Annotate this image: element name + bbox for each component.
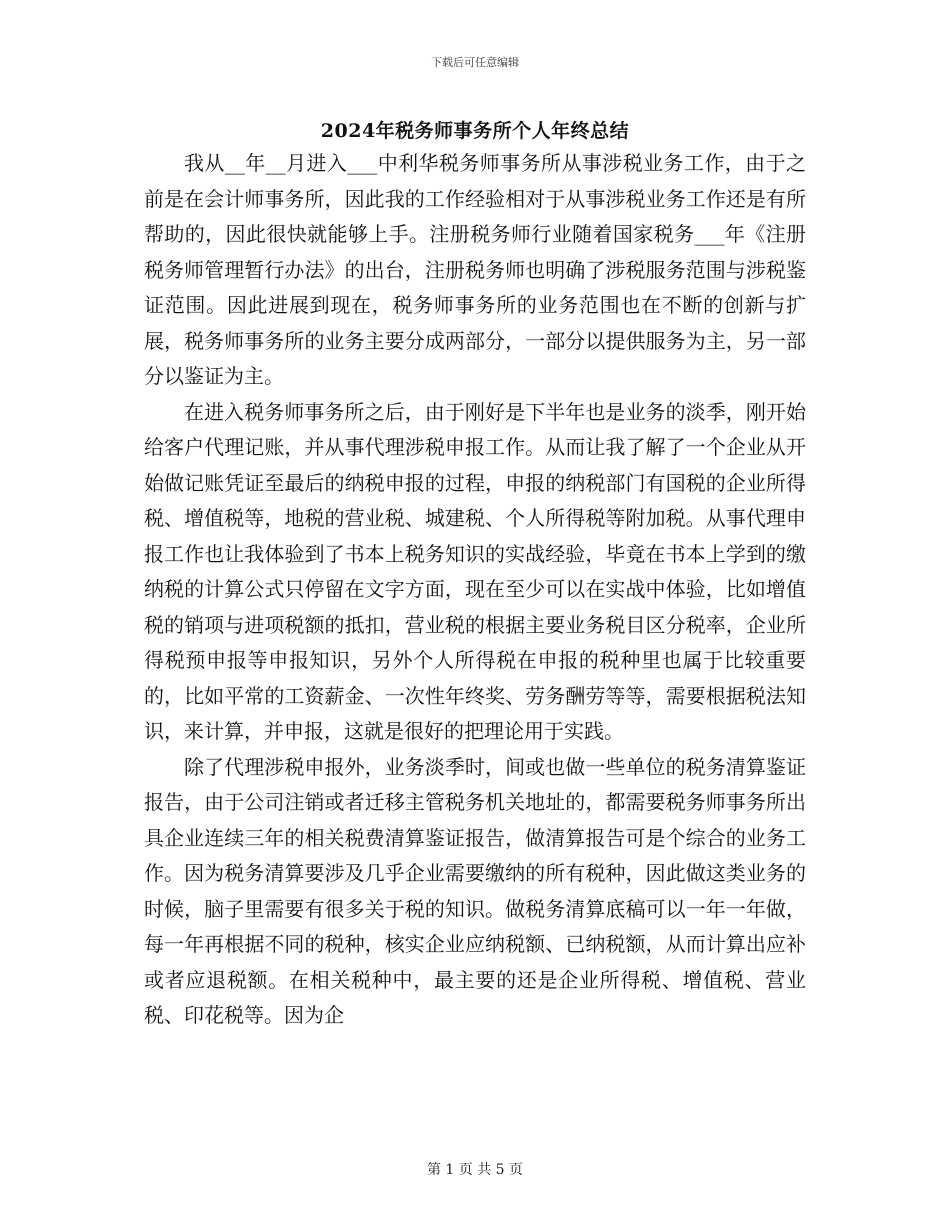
paragraph-2: 在进入税务师事务所之后，由于刚好是下半年也是业务的淡季，刚开始给客户代理记账，并从事代理涉税申报工作。从而让我了解了一个企业从开始做记账凭证至最后的纳税申报的过程，申报的纳税部门有国税的企业所得税、增值税等，地税的营业税、城建税、个人所得税等附加税。从事代理申报工作也让我体验到了书本上税务知识的实战经验，毕竟在书本上学到的缴纳税的计算公式只停留在文字方面，现在至少可以在实战中体验，比如增值税的销项与进项税额的抵扣，营业税的根据主要业务税目区分税率，企业所得税预申报等申报知识，另外个人所得税在申报的税种里也属于比较重要的，比如平常的工资薪金、一次性年终奖、劳务酬劳等等，需要根据税法知识，来计算，并申报，这就是很好的把理论用于实践。 <box>144 399 806 743</box>
page-footer: 第 1 页 共 5 页 <box>426 1162 524 1178</box>
page-header: 下载后可任意编辑 <box>431 56 519 69</box>
document-title: 2024年税务师事务所个人年终总结 <box>320 120 630 142</box>
document-body <box>144 146 806 1034</box>
paragraph-1: 我从__年__月进入___中利华税务师事务所从事涉税业务工作，由于之前是在会计师事务所，因此我的工作经验相对于从事涉税业务工作还是有所帮助的，因此很快就能够上手。注册税务师行业随着国家税务___年《注册税务师管理暂行办法》的出台，注册税务师也明确了涉税服务范围与涉税鉴证范围。因此进展到现在，税务师事务所的业务范围也在不断的创新与扩展，税务师事务所的业务主要分成两部分，一部分以提供服务为主，另一部分以鉴证为主。 <box>144 151 806 388</box>
paragraph-3: 除了代理涉税申报外，业务淡季时，间或也做一些单位的税务清算鉴证报告，由于公司注销或者迁移主管税务机关地址的，都需要税务师事务所出具企业连续三年的相关税费清算鉴证报告，做清算报告可是个综合的业务工作。因为税务清算要涉及几乎企业需要缴纳的所有税种，因此做这类业务的时候，脑子里需要有很多关于税的知识。做税务清算底稿可以一年一年做，每一年再根据不同的税种，核实企业应纳税额、已纳税额，从而计算出应补或者应退税额。在相关税种中，最主要的还是企业所得税、增值税、营业税、印花税等。因为企 <box>144 754 806 1027</box>
